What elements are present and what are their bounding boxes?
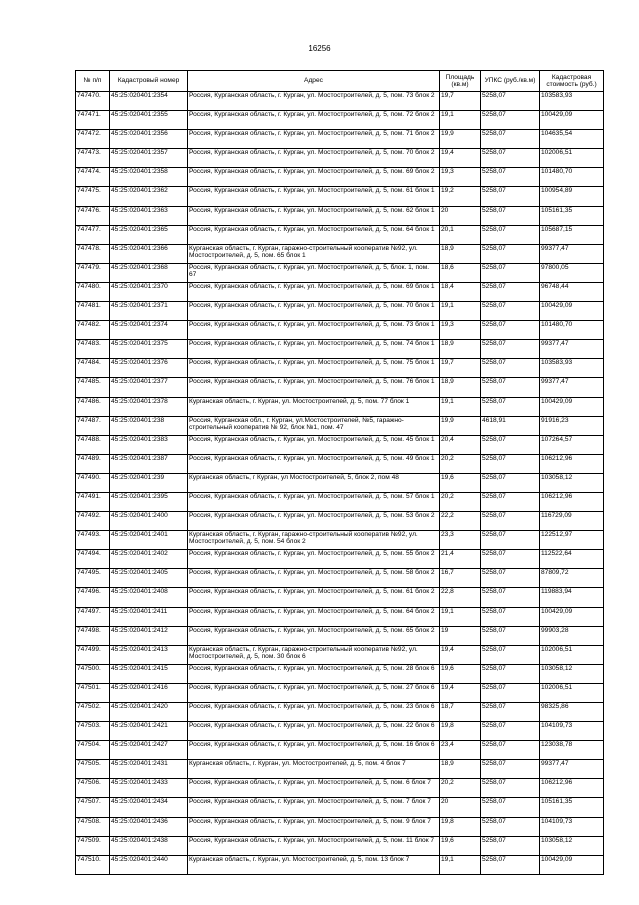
table-row xyxy=(76,836,604,855)
cell-cadastral-number: 45:25:020401:2434 xyxy=(110,798,188,817)
cell-address: Курганская область, г. Курган, гаражно-строительный кооператив №92, ул. Мостостроителей, д. 5, пом. 54 блок 2 xyxy=(188,531,440,550)
cell-cadastral-cost: 106212,96 xyxy=(540,454,604,473)
cell-address: Россия, Курганская область, г. Курган, ул. Мостостроителей, д. 5, пом. 73 блок 2 xyxy=(188,92,440,111)
cell-cadastral-cost: 99377,47 xyxy=(540,340,604,359)
cell-upks: 5258,07 xyxy=(481,741,540,760)
table-row xyxy=(76,798,604,817)
header-area: Площадь (кв.м) xyxy=(440,71,481,92)
cell-number: 747473. xyxy=(76,149,110,168)
header-upks: УПКС (руб./кв.м) xyxy=(481,71,540,92)
cell-cadastral-number: 45:25:020401:2405 xyxy=(110,569,188,588)
cell-upks: 5258,07 xyxy=(481,206,540,225)
table-row xyxy=(76,779,604,798)
cell-area: 19,3 xyxy=(440,321,481,340)
cell-number: 747482. xyxy=(76,321,110,340)
cell-address: Россия, Курганская область, г. Курган, ул. Мостостроителей, д. 5, пом. 70 блок 1 xyxy=(188,302,440,321)
cell-number: 747494. xyxy=(76,550,110,569)
cell-cadastral-number: 45:25:020401:2358 xyxy=(110,168,188,187)
cell-address: Россия, Курганская область, г. Курган, ул. Мостостроителей, д. 5, пом. 65 блок 2 xyxy=(188,626,440,645)
cell-area: 19,9 xyxy=(440,130,481,149)
cell-area: 18,4 xyxy=(440,282,481,301)
cell-address: Россия, Курганская область, г. Курган, ул. Мостостроителей, д. 5, пом. 9 блок 7 xyxy=(188,817,440,836)
cell-number: 747510. xyxy=(76,855,110,874)
table-row xyxy=(76,454,604,473)
cell-area: 19,6 xyxy=(440,836,481,855)
cell-cadastral-number: 45:25:020401:2370 xyxy=(110,282,188,301)
cell-upks: 5258,07 xyxy=(481,683,540,702)
table-row xyxy=(76,340,604,359)
cell-cadastral-number: 45:25:020401:2354 xyxy=(110,92,188,111)
table-row xyxy=(76,111,604,130)
cell-number: 747502. xyxy=(76,703,110,722)
cell-address: Россия, Курганская область, г. Курган, ул. Мостостроителей, д. 5, пом. 75 блок 1 xyxy=(188,359,440,378)
cell-area: 18,6 xyxy=(440,263,481,282)
cell-area: 19,8 xyxy=(440,722,481,741)
cell-cadastral-number: 45:25:020401:2362 xyxy=(110,187,188,206)
cell-number: 747480. xyxy=(76,282,110,301)
cell-cadastral-number: 45:25:020401:2357 xyxy=(110,149,188,168)
cell-number: 747481. xyxy=(76,302,110,321)
cell-cadastral-number: 45:25:020401:2431 xyxy=(110,760,188,779)
cell-cadastral-cost: 104635,54 xyxy=(540,130,604,149)
cell-cadastral-number: 45:25:020401:2440 xyxy=(110,855,188,874)
table-row xyxy=(76,473,604,492)
table-row xyxy=(76,683,604,702)
table-row xyxy=(76,321,604,340)
cell-area: 19,4 xyxy=(440,645,481,664)
cell-cadastral-cost: 97800,05 xyxy=(540,263,604,282)
cell-number: 747487. xyxy=(76,416,110,435)
cell-address: Курганская область, г. Курган, гаражно-строительный кооператив №92, ул. Мостостроителей, д. 5, пом. 30 блок 6 xyxy=(188,645,440,664)
cell-cadastral-number: 45:25:020401:2356 xyxy=(110,130,188,149)
cell-cadastral-cost: 101480,70 xyxy=(540,168,604,187)
table-row xyxy=(76,359,604,378)
cell-address: Россия, Курганская область, г. Курган, ул. Мостостроителей, д. 5, пом. 57 блок 1 xyxy=(188,492,440,511)
cell-area: 21,4 xyxy=(440,550,481,569)
cell-area: 20 xyxy=(440,798,481,817)
cell-upks: 5258,07 xyxy=(481,512,540,531)
cell-upks: 5258,07 xyxy=(481,607,540,626)
cell-area: 18,7 xyxy=(440,703,481,722)
cell-address: Россия, Курганская область, г. Курган, ул. Мостостроителей, д. 5, пом. 53 блок 2 xyxy=(188,512,440,531)
table-row xyxy=(76,92,604,111)
cell-address: Россия, Курганская область, г. Курган, ул. Мостостроителей, д. 5, пом. 28 блок 6 xyxy=(188,664,440,683)
table-row xyxy=(76,817,604,836)
cell-cadastral-number: 45:25:020401:2412 xyxy=(110,626,188,645)
cell-address: Россия, Курганская область, г. Курган, ул. Мостостроителей, д. 5, пом. 45 блок 1 xyxy=(188,435,440,454)
cell-upks: 5258,07 xyxy=(481,817,540,836)
cell-cadastral-cost: 104109,73 xyxy=(540,817,604,836)
cell-number: 747474. xyxy=(76,168,110,187)
cell-address: Курганская область, г. Курган, ул. Мостостроителей, д. 5, пом. 77 блок 1 xyxy=(188,397,440,416)
cell-address: Россия, Курганская область, г. Курган, ул. Мостостроителей, д. 5, пом. 49 блок 1 xyxy=(188,454,440,473)
cell-upks: 5258,07 xyxy=(481,187,540,206)
cell-upks: 5258,07 xyxy=(481,130,540,149)
cell-area: 18,9 xyxy=(440,244,481,263)
header-cadastral-cost: Кадастровая стоимость (руб.) xyxy=(540,71,604,92)
cell-address: Россия, Курганская область, г. Курган, ул. Мостостроителей, д. 5, пом. 64 блок 1 xyxy=(188,225,440,244)
cell-address: Курганская область, г. Курган, ул. Мостостроителей, д. 5, пом. 13 блок 7 xyxy=(188,855,440,874)
cell-cadastral-number: 45:25:020401:2355 xyxy=(110,111,188,130)
cell-cadastral-number: 45:25:020401:2421 xyxy=(110,722,188,741)
table-row xyxy=(76,569,604,588)
cell-upks: 5258,07 xyxy=(481,149,540,168)
cell-area: 19,1 xyxy=(440,855,481,874)
table-row xyxy=(76,435,604,454)
cell-area: 19,7 xyxy=(440,359,481,378)
cell-cadastral-cost: 105161,35 xyxy=(540,798,604,817)
cell-area: 20,2 xyxy=(440,492,481,511)
cell-cadastral-number: 45:25:020401:2365 xyxy=(110,225,188,244)
cell-area: 20 xyxy=(440,206,481,225)
cell-address: Россия, Курганская область, г. Курган, ул. Мостостроителей, д. 5, пом. 6 блок 7 xyxy=(188,779,440,798)
cell-cadastral-cost: 100429,09 xyxy=(540,855,604,874)
cell-address: Россия, Курганская область, г. Курган, ул. Мостостроителей, д. 5, пом. 61 блок 2 xyxy=(188,588,440,607)
cell-cadastral-cost: 119883,94 xyxy=(540,588,604,607)
cell-cadastral-cost: 122512,97 xyxy=(540,531,604,550)
cell-area: 19,8 xyxy=(440,817,481,836)
cell-area: 20,2 xyxy=(440,454,481,473)
cell-number: 747500. xyxy=(76,664,110,683)
cell-upks: 5258,07 xyxy=(481,244,540,263)
cell-address: Россия, Курганская область, г. Курган, ул. Мостостроителей, д. 5, пом. 61 блок 1 xyxy=(188,187,440,206)
table-row xyxy=(76,187,604,206)
cell-address: Россия, Курганская область, г. Курган, ул. Мостостроителей, д. 5, пом. 76 блок 1 xyxy=(188,378,440,397)
cell-upks: 5258,07 xyxy=(481,282,540,301)
cell-number: 747492. xyxy=(76,512,110,531)
cell-cadastral-cost: 103058,12 xyxy=(540,664,604,683)
cell-cadastral-cost: 100429,09 xyxy=(540,397,604,416)
cell-cadastral-number: 45:25:020401:2368 xyxy=(110,263,188,282)
cell-number: 747485. xyxy=(76,378,110,397)
cell-number: 747504. xyxy=(76,741,110,760)
cell-upks: 5258,07 xyxy=(481,302,540,321)
cell-area: 18,9 xyxy=(440,760,481,779)
cell-cadastral-cost: 123038,78 xyxy=(540,741,604,760)
cell-upks: 5258,07 xyxy=(481,550,540,569)
table-row xyxy=(76,397,604,416)
cell-cadastral-cost: 100429,09 xyxy=(540,111,604,130)
cell-address: Россия, Курганская область, г. Курган, ул. Мостостроителей, д. 5, пом. 74 блок 1 xyxy=(188,340,440,359)
table-row xyxy=(76,206,604,225)
table-row xyxy=(76,722,604,741)
cell-cadastral-number: 45:25:020401:2375 xyxy=(110,340,188,359)
cell-address: Россия, Курганская область, г. Курган, ул. Мостостроителей, д. 5, пом. 62 блок 1 xyxy=(188,206,440,225)
cell-number: 747479. xyxy=(76,263,110,282)
cell-area: 19,9 xyxy=(440,416,481,435)
table-row xyxy=(76,130,604,149)
cell-number: 747483. xyxy=(76,340,110,359)
table-row xyxy=(76,282,604,301)
cell-number: 747475. xyxy=(76,187,110,206)
cell-cadastral-number: 45:25:020401:2376 xyxy=(110,359,188,378)
cell-upks: 5258,07 xyxy=(481,225,540,244)
cell-cadastral-number: 45:25:020401:2427 xyxy=(110,741,188,760)
cell-area: 19,1 xyxy=(440,397,481,416)
table-row xyxy=(76,550,604,569)
cell-address: Россия, Курганская область, г. Курган, ул. Мостостроителей, д. 5, пом. 22 блок 6 xyxy=(188,722,440,741)
cell-cadastral-cost: 91916,23 xyxy=(540,416,604,435)
header-number: № п/п xyxy=(76,71,110,92)
cell-cadastral-number: 45:25:020401:2433 xyxy=(110,779,188,798)
cell-upks: 5258,07 xyxy=(481,397,540,416)
table-row xyxy=(76,263,604,282)
cell-upks: 5258,07 xyxy=(481,645,540,664)
cell-upks: 5258,07 xyxy=(481,359,540,378)
table-row xyxy=(76,645,604,664)
cell-number: 747497. xyxy=(76,607,110,626)
cell-cadastral-number: 45:25:020401:2408 xyxy=(110,588,188,607)
cell-number: 747491. xyxy=(76,492,110,511)
cell-number: 747476. xyxy=(76,206,110,225)
cell-area: 20,2 xyxy=(440,779,481,798)
cell-cadastral-cost: 99377,47 xyxy=(540,244,604,263)
cell-address: Россия, Курганская область, г. Курган, ул. Мостостроителей, д. 5, пом. 58 блок 2 xyxy=(188,569,440,588)
cell-number: 747506. xyxy=(76,779,110,798)
table-row xyxy=(76,149,604,168)
cell-cadastral-number: 45:25:020401:2438 xyxy=(110,836,188,855)
cell-address: Россия, Курганская область, г. Курган, ул. Мостостроителей, д. 5, пом. 70 блок 2 xyxy=(188,149,440,168)
cell-cadastral-cost: 104109,73 xyxy=(540,722,604,741)
table-row xyxy=(76,855,604,874)
cell-area: 19,7 xyxy=(440,92,481,111)
cell-area: 23,3 xyxy=(440,531,481,550)
table-body xyxy=(76,92,604,875)
cell-upks: 5258,07 xyxy=(481,798,540,817)
cell-cadastral-cost: 102006,51 xyxy=(540,149,604,168)
cell-address: Курганская область, г. Курган, ул. Мостостроителей, д. 5, пом. 4 блок 7 xyxy=(188,760,440,779)
cell-address: Россия, Курганская область, г. Курган, ул. Мостостроителей, д. 5, пом. 11 блок 7 xyxy=(188,836,440,855)
cell-area: 19,1 xyxy=(440,302,481,321)
cell-number: 747505. xyxy=(76,760,110,779)
cell-address: Россия, Курганская область, г. Курган, ул. Мостостроителей, д. 5, пом. 64 блок 2 xyxy=(188,607,440,626)
cell-cadastral-cost: 103058,12 xyxy=(540,473,604,492)
table-row xyxy=(76,741,604,760)
cell-cadastral-cost: 99377,47 xyxy=(540,760,604,779)
cell-upks: 5258,07 xyxy=(481,492,540,511)
cell-cadastral-cost: 102006,51 xyxy=(540,645,604,664)
table-header xyxy=(76,71,604,92)
cell-cadastral-number: 45:25:020401:2415 xyxy=(110,664,188,683)
cell-area: 22,8 xyxy=(440,588,481,607)
cell-address: Россия, Курганская область, г. Курган, ул. Мостостроителей, д. 5, пом. 69 блок 2 xyxy=(188,168,440,187)
cell-cadastral-cost: 112522,64 xyxy=(540,550,604,569)
page-number: 16256 xyxy=(308,44,331,53)
cell-address: Россия, Курганская область, г. Курган, ул. Мостостроителей, д. 5, пом. 72 блок 2 xyxy=(188,111,440,130)
table-row xyxy=(76,664,604,683)
cell-area: 22,2 xyxy=(440,512,481,531)
cell-upks: 5258,07 xyxy=(481,321,540,340)
cell-cadastral-number: 45:25:020401:2436 xyxy=(110,817,188,836)
cell-cadastral-cost: 102006,51 xyxy=(540,683,604,702)
header-cadastral-number: Кадастровый номер xyxy=(110,71,188,92)
cell-area: 23,4 xyxy=(440,741,481,760)
cell-address: Россия, Курганская область, г. Курган, ул. Мостостроителей, д. 5, пом. 55 блок 2 xyxy=(188,550,440,569)
table-row xyxy=(76,378,604,397)
cell-cadastral-number: 45:25:020401:2387 xyxy=(110,454,188,473)
cell-address: Россия, Курганская область, г. Курган, ул. Мостостроителей, д. 5, пом. 27 блок 6 xyxy=(188,683,440,702)
cell-number: 747484. xyxy=(76,359,110,378)
cell-number: 747496. xyxy=(76,588,110,607)
cell-cadastral-cost: 103058,12 xyxy=(540,836,604,855)
cell-address: Россия, Курганская область, г. Курган, ул. Мостостроителей, д. 5, пом. 16 блок 6 xyxy=(188,741,440,760)
table-row xyxy=(76,512,604,531)
table-row xyxy=(76,244,604,263)
table-row xyxy=(76,760,604,779)
cell-cadastral-number: 45:25:020401:2395 xyxy=(110,492,188,511)
cell-cadastral-number: 45:25:020401:2416 xyxy=(110,683,188,702)
cell-cadastral-number: 45:25:020401:2413 xyxy=(110,645,188,664)
cell-cadastral-number: 45:25:020401:239 xyxy=(110,473,188,492)
cell-address: Россия, Курганская область, г. Курган, ул. Мостостроителей, д. 5, пом. 23 блок 6 xyxy=(188,703,440,722)
cell-upks: 5258,07 xyxy=(481,588,540,607)
cell-cadastral-number: 45:25:020401:2377 xyxy=(110,378,188,397)
cell-number: 747488. xyxy=(76,435,110,454)
cell-area: 20,1 xyxy=(440,225,481,244)
cell-number: 747509. xyxy=(76,836,110,855)
cell-upks: 5258,07 xyxy=(481,703,540,722)
cell-upks: 5258,07 xyxy=(481,760,540,779)
cell-upks: 5258,07 xyxy=(481,569,540,588)
cell-area: 19,4 xyxy=(440,149,481,168)
header-address: Адрес xyxy=(188,71,440,92)
cell-cadastral-cost: 96748,44 xyxy=(540,282,604,301)
cell-number: 747501. xyxy=(76,683,110,702)
cell-number: 747471. xyxy=(76,111,110,130)
table-row xyxy=(76,703,604,722)
cell-area: 19 xyxy=(440,626,481,645)
cell-cadastral-cost: 101480,70 xyxy=(540,321,604,340)
cell-upks: 5258,07 xyxy=(481,531,540,550)
cell-cadastral-number: 45:25:020401:2363 xyxy=(110,206,188,225)
cell-upks: 5258,07 xyxy=(481,664,540,683)
table-row xyxy=(76,225,604,244)
cell-number: 747470. xyxy=(76,92,110,111)
cell-cadastral-cost: 98325,86 xyxy=(540,703,604,722)
cell-upks: 5258,07 xyxy=(481,435,540,454)
cell-area: 19,3 xyxy=(440,168,481,187)
cell-address: Россия, Курганская область, г. Курган, ул. Мостостроителей, д. 5, пом. 7 блок 7 xyxy=(188,798,440,817)
cell-cadastral-number: 45:25:020401:2411 xyxy=(110,607,188,626)
cell-area: 18,9 xyxy=(440,378,481,397)
table-row xyxy=(76,626,604,645)
cell-cadastral-number: 45:25:020401:2371 xyxy=(110,302,188,321)
cell-area: 18,9 xyxy=(440,340,481,359)
cell-upks: 5258,07 xyxy=(481,168,540,187)
cell-number: 747493. xyxy=(76,531,110,550)
cell-cadastral-cost: 106212,96 xyxy=(540,779,604,798)
cell-cadastral-number: 45:25:020401:2420 xyxy=(110,703,188,722)
cell-area: 16,7 xyxy=(440,569,481,588)
cell-cadastral-cost: 99377,47 xyxy=(540,378,604,397)
cell-cadastral-number: 45:25:020401:2366 xyxy=(110,244,188,263)
cell-area: 19,2 xyxy=(440,187,481,206)
cell-number: 747477. xyxy=(76,225,110,244)
cell-upks: 5258,07 xyxy=(481,454,540,473)
cell-cadastral-cost: 100954,89 xyxy=(540,187,604,206)
cell-cadastral-cost: 106212,96 xyxy=(540,492,604,511)
cell-number: 747508. xyxy=(76,817,110,836)
table-row xyxy=(76,607,604,626)
cell-address: Россия, Курганская область, г. Курган, ул. Мостостроителей, д. 5, пом. 73 блок 1 xyxy=(188,321,440,340)
cell-area: 19,6 xyxy=(440,473,481,492)
table-row xyxy=(76,416,604,435)
table-row xyxy=(76,531,604,550)
cell-number: 747490. xyxy=(76,473,110,492)
cell-number: 747503. xyxy=(76,722,110,741)
cell-address: Россия, Курганская область, г. Курган, ул. Мостостроителей, д. 5, пом. 71 блок 2 xyxy=(188,130,440,149)
cell-cadastral-cost: 99903,28 xyxy=(540,626,604,645)
cell-cadastral-cost: 100429,09 xyxy=(540,607,604,626)
cell-number: 747489. xyxy=(76,454,110,473)
cell-number: 747472. xyxy=(76,130,110,149)
cell-upks: 5258,07 xyxy=(481,473,540,492)
cell-upks: 5258,07 xyxy=(481,722,540,741)
cell-upks: 5258,07 xyxy=(481,92,540,111)
cell-cadastral-number: 45:25:020401:2402 xyxy=(110,550,188,569)
cell-number: 747499. xyxy=(76,645,110,664)
cell-cadastral-cost: 87809,72 xyxy=(540,569,604,588)
cell-address: Курганская область, г. Курган, гаражно-строительный кооператив №92, ул. Мостостроителей, д. 5, пом. 65 блок 1 xyxy=(188,244,440,263)
cell-cadastral-cost: 105161,35 xyxy=(540,206,604,225)
cell-area: 19,4 xyxy=(440,683,481,702)
cell-area: 20,4 xyxy=(440,435,481,454)
cell-address: Россия, Курганская область, г. Курган, ул. Мостостроителей, д. 5, пом. 69 блок 1 xyxy=(188,282,440,301)
cell-cadastral-number: 45:25:020401:2400 xyxy=(110,512,188,531)
cell-upks: 5258,07 xyxy=(481,378,540,397)
cell-cadastral-number: 45:25:020401:2401 xyxy=(110,531,188,550)
cell-upks: 5258,07 xyxy=(481,779,540,798)
table-row xyxy=(76,492,604,511)
cell-cadastral-cost: 103583,93 xyxy=(540,92,604,111)
cell-cadastral-number: 45:25:020401:238 xyxy=(110,416,188,435)
cell-number: 747495. xyxy=(76,569,110,588)
cell-upks: 5258,07 xyxy=(481,111,540,130)
cell-area: 19,1 xyxy=(440,111,481,130)
cell-area: 19,1 xyxy=(440,607,481,626)
cell-number: 747478. xyxy=(76,244,110,263)
cell-address: Курганская область, г Курган, ул Мостостроителей, 5, блок 2, пом 48 xyxy=(188,473,440,492)
cell-upks: 5258,07 xyxy=(481,836,540,855)
cell-number: 747486. xyxy=(76,397,110,416)
cell-cadastral-cost: 116729,09 xyxy=(540,512,604,531)
cell-cadastral-cost: 105687,15 xyxy=(540,225,604,244)
table-row xyxy=(76,588,604,607)
cell-cadastral-cost: 100429,09 xyxy=(540,302,604,321)
cell-upks: 5258,07 xyxy=(481,855,540,874)
cell-upks: 5258,07 xyxy=(481,340,540,359)
cell-address: Россия, Курганская область, г. Курган, ул. Мостостроителей, д. 5, блок. 1, пом. 67 xyxy=(188,263,440,282)
cell-upks: 5258,07 xyxy=(481,626,540,645)
table-row xyxy=(76,302,604,321)
cell-number: 747507. xyxy=(76,798,110,817)
cell-cadastral-number: 45:25:020401:2378 xyxy=(110,397,188,416)
cell-cadastral-cost: 103583,93 xyxy=(540,359,604,378)
cell-cadastral-number: 45:25:020401:2374 xyxy=(110,321,188,340)
cell-upks: 4618,91 xyxy=(481,416,540,435)
cell-address: Россия, Курганская обл., г. Курган, ул.Мостостроителей, №5, гаражно-строительный кооператив № 92, блок №1, пом. 47 xyxy=(188,416,440,435)
cell-number: 747498. xyxy=(76,626,110,645)
cell-upks: 5258,07 xyxy=(481,263,540,282)
cell-cadastral-number: 45:25:020401:2383 xyxy=(110,435,188,454)
cadastral-table xyxy=(75,70,604,875)
table-row xyxy=(76,168,604,187)
cell-cadastral-cost: 107264,57 xyxy=(540,435,604,454)
cell-area: 19,6 xyxy=(440,664,481,683)
